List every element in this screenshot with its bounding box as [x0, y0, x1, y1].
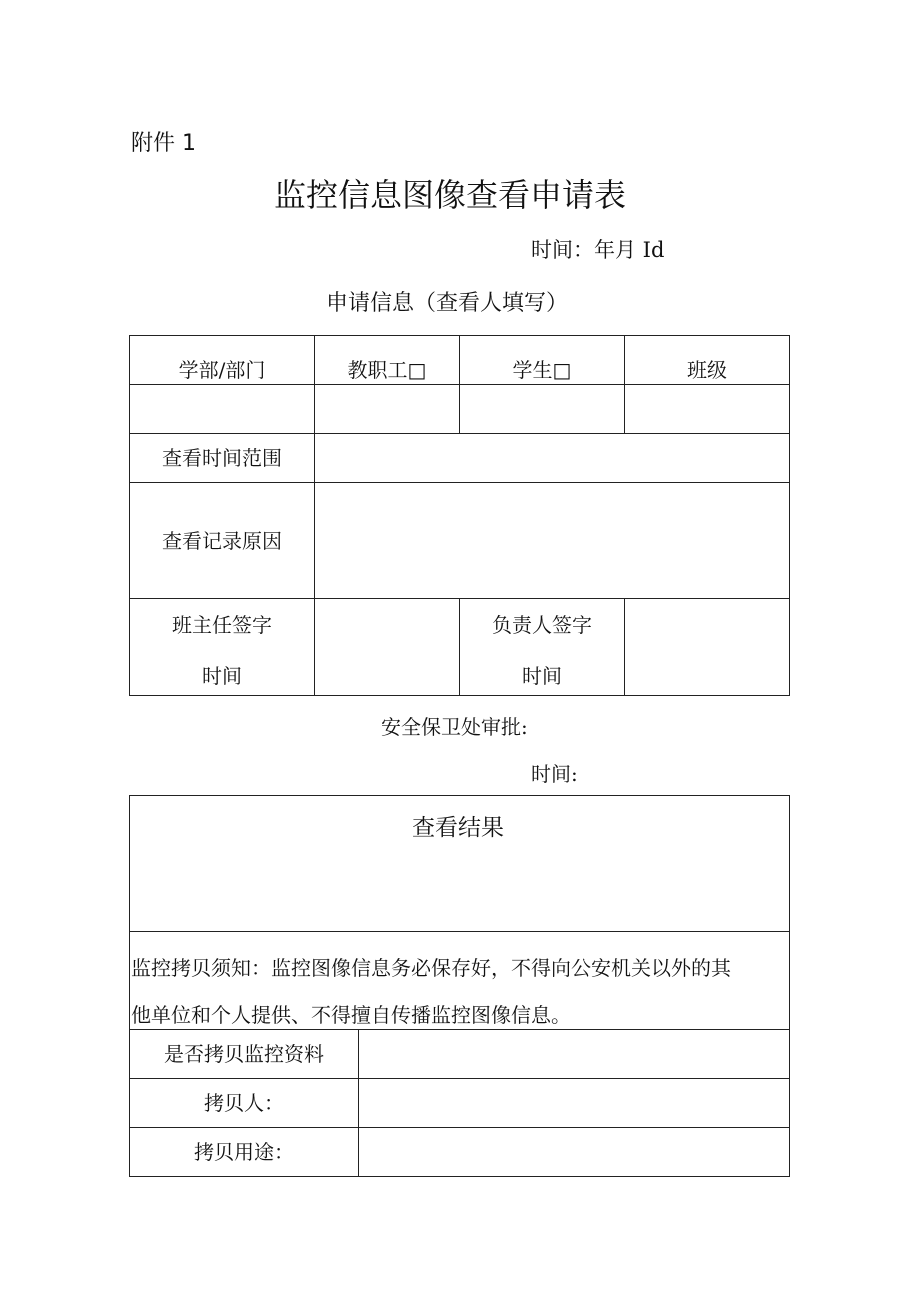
head-teacher-sign-input[interactable] [315, 599, 459, 695]
view-time-range-input[interactable] [315, 434, 789, 482]
header-department: 学部/部门 [178, 358, 266, 382]
department-input[interactable] [130, 385, 314, 433]
view-reason-input[interactable] [315, 483, 789, 598]
copier-input[interactable] [359, 1079, 789, 1127]
view-time-range-label: 查看时间范围 [162, 446, 282, 470]
copy-question-label: 是否拷贝监控资料 [164, 1042, 324, 1066]
head-teacher-sign-label: 班主任签字 [172, 613, 272, 637]
copier-label: 拷贝人： [204, 1091, 284, 1115]
view-reason-label: 查看记录原因 [162, 528, 282, 553]
view-result-input[interactable] [130, 845, 789, 930]
header-student-checkbox[interactable]: 学生□ [512, 358, 572, 382]
header-class: 班级 [687, 358, 727, 382]
class-input[interactable] [625, 385, 789, 433]
approval-time: 时间: [531, 762, 578, 786]
head-teacher-time-label: 时间 [202, 664, 242, 688]
copy-notice-line-2: 他单位和个人提供、不得擅自传播监控图像信息。 [131, 1003, 571, 1027]
responsible-sign-label: 负责人签字 [492, 613, 592, 637]
responsible-time-label: 时间 [522, 664, 562, 688]
header-staff-checkbox[interactable]: 教职工□ [347, 358, 427, 382]
staff-input[interactable] [315, 385, 459, 433]
view-result-title: 查看结果 [412, 815, 504, 841]
copy-notice-line-1: 监控拷贝须知：监控图像信息务必保存好，不得向公安机关以外的其 [131, 956, 731, 980]
responsible-sign-input[interactable] [625, 599, 789, 695]
security-office-approval: 安全保卫处审批: [381, 715, 528, 739]
student-input[interactable] [460, 385, 624, 433]
section-title: 申请信息（查看人填写） [326, 291, 569, 316]
copy-purpose-label: 拷贝用途： [194, 1140, 294, 1164]
copy-purpose-input[interactable] [359, 1128, 789, 1176]
page-title: 监控信息图像查看申请表 [274, 176, 627, 214]
date-line: 时间：年月 Id [531, 238, 665, 262]
attachment-label: 附件 1 [131, 131, 196, 156]
copy-question-input[interactable] [359, 1030, 789, 1078]
